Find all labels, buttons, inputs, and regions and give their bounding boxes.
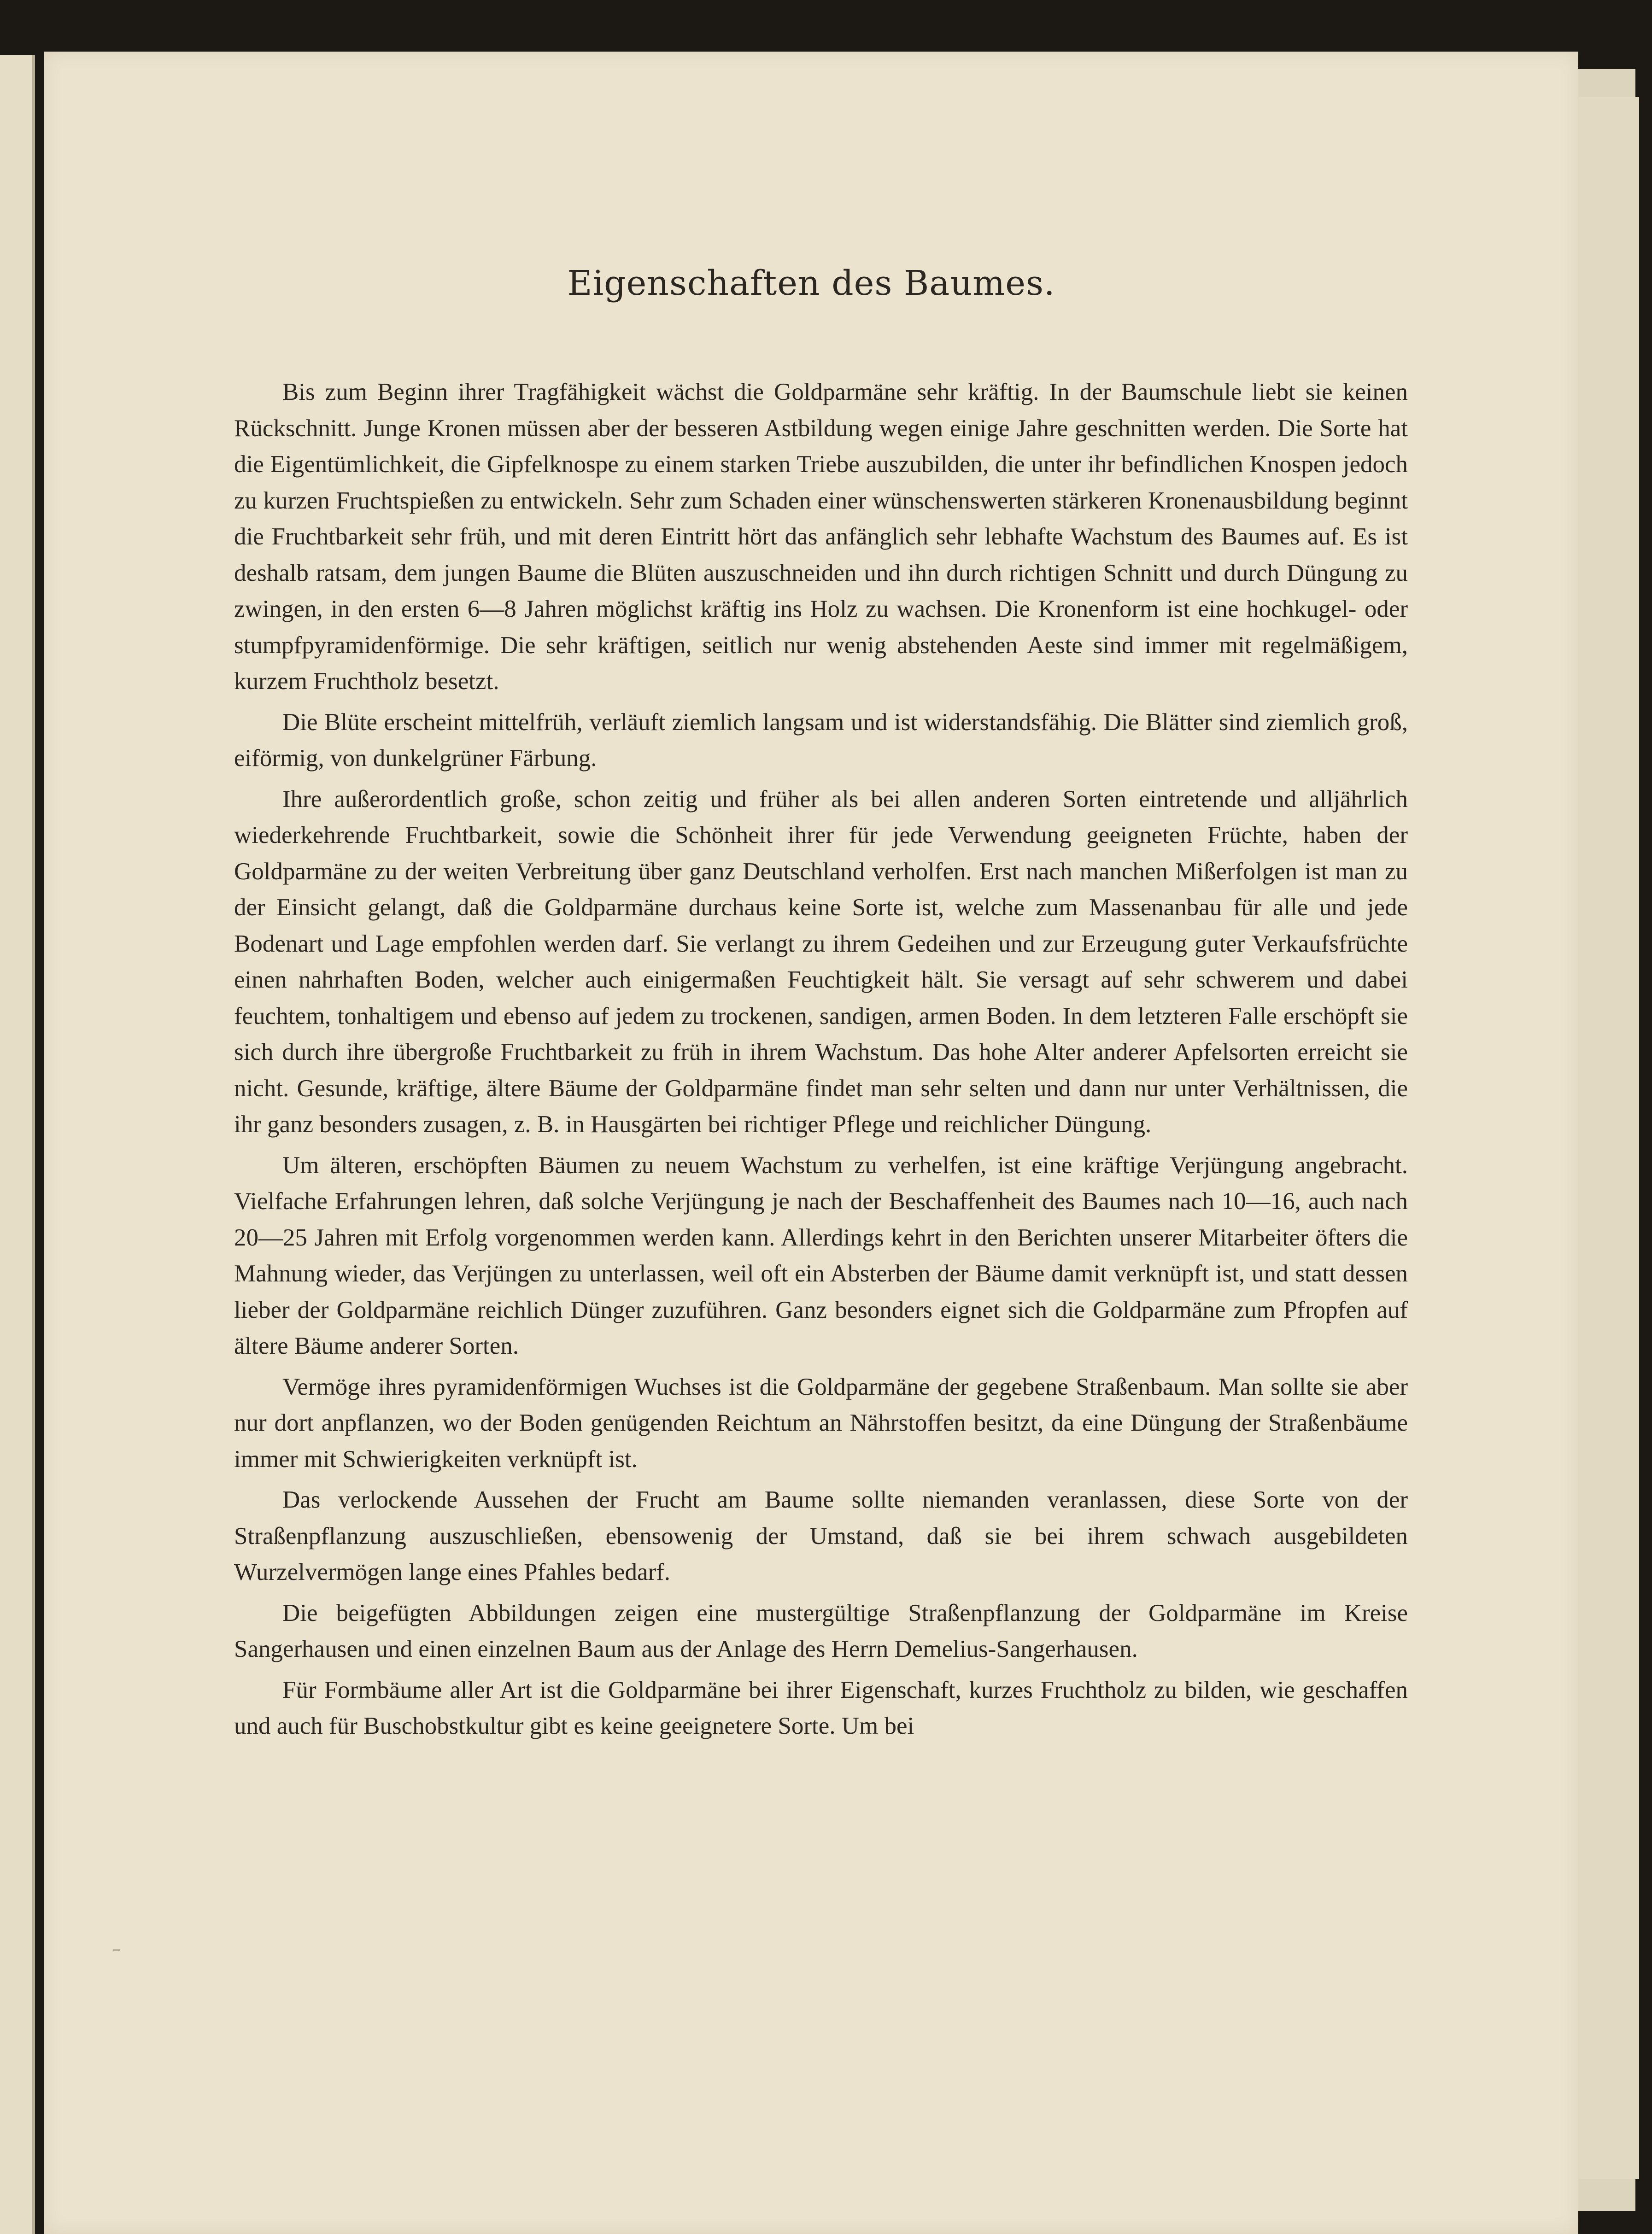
paragraph: Das verlockende Aussehen der Frucht am Baume sollte niemanden veranlassen, diese Sorte von der Straßenpflanzung auszuschließen, ebensowenig der Umstand, daß sie bei ihrem schwach ausgebildeten Wurzelvermögen lange eines Pfahles bedarf. bbox=[234, 1486, 1408, 1585]
margin-mark bbox=[113, 1949, 120, 1951]
page-title: Eigenschaften des Baumes. bbox=[567, 263, 1055, 303]
paragraph: Um älteren, erschöpften Bäumen zu neuem Wachstum zu verhelfen, ist eine kräftige Verjüngung angebracht. Vielfache Erfahrungen lehren, daß solche Verjüngung je nach der Beschaffenheit des Baumes nach 10—16, auch nach 20—25 Jahren mit Erfolg vorgenommen werden kann. Allerdings kehrt in den Berichten unserer Mitarbeiter öfters die Mahnung wieder, das Verjüngen zu unterlassen, weil oft ein Absterben der Bäume damit verknüpft ist, und statt dessen lieber der Goldparmäne reichlich Dünger zuzuführen. Ganz besonders eignet sich die Goldparmäne zum Pfropfen auf ältere Bäume anderer Sorten. bbox=[234, 1152, 1408, 1359]
paragraph: Die beigefügten Abbildungen zeigen eine mustergültige Straßenpflanzung der Goldparmäne im Kreise Sangerhausen und einen einzelnen Baum aus der Anlage des Herrn Demelius-Sangerhausen. bbox=[234, 1599, 1408, 1662]
paragraph: Vermöge ihres pyramidenförmigen Wuchses ist die Goldparmäne der gegebene Straßenbaum. Man sollte sie aber nur dort anpflanzen, wo der Boden genügenden Reichtum an Nährstoffen besitzt, da eine Düngung der Straßenbäume immer mit Schwierigkeiten verknüpft ist. bbox=[234, 1373, 1408, 1473]
paragraph: Für Formbäume aller Art ist die Goldparmäne bei ihrer Eigenschaft, kurzes Fruchtholz zu bilden, wie geschaffen und auch für Buschobstkultur gibt es keine geeignetere Sorte. Um bei bbox=[234, 1676, 1408, 1739]
paragraph: Die Blüte erscheint mittelfrüh, verläuft ziemlich langsam und ist widerstandsfähig. Die Blätter sind ziemlich groß, eiförmig, von dunkelgrüner Färbung. bbox=[234, 708, 1408, 772]
body-text bbox=[234, 374, 1408, 1749]
paragraph: Ihre außerordentlich große, schon zeitig und früher als bei allen anderen Sorten eintretende und alljährlich wiederkehrende Fruchtbarkeit, sowie die Schönheit ihrer für jede Verwendung geeigneten Früchte, haben der Goldparmäne zu der weiten Verbreitung über ganz Deutschland verholfen. Erst nach manchen Mißerfolgen ist man zu der Einsicht gelangt, daß die Goldparmäne durchaus keine Sorte ist, welche zum Massenanbau für alle und jede Bodenart und Lage empfohlen werden darf. Sie verlangt zu ihrem Gedeihen und zur Erzeugung guter Verkaufsfrüchte einen nahrhaften Boden, welcher auch einigermaßen Feuchtigkeit hält. Sie versagt auf sehr schwerem und dabei feuchtem, tonhaltigem und ebenso auf jedem zu trockenen, sandigen, armen Boden. In dem letzteren Falle erschöpft sie sich durch ihre übergroße Fruchtbarkeit zu früh in ihrem Wachstum. Das hohe Alter anderer Apfelsorten erreicht sie nicht. Gesunde, kräftige, ältere Bäume der Goldparmäne findet man sehr selten und dann nur unter Verhältnissen, die ihr ganz besonders zusagen, z. B. in Hausgärten bei richtiger Pflege und reichlicher Düngung. bbox=[234, 785, 1408, 1138]
paragraph: Bis zum Beginn ihrer Tragfähigkeit wächst die Goldparmäne sehr kräftig. In der Baumschule liebt sie keinen Rückschnitt. Junge Kronen müssen aber der besseren Astbildung wegen einige Jahre geschnitten werden. Die Sorte hat die Eigentümlichkeit, die Gipfelknospe zu einem starken Triebe auszubilden, die unter ihr befindlichen Knospen jedoch zu kurzen Fruchtspießen zu entwickeln. Sehr zum Schaden einer wünschenswerten stärkeren Kronenausbildung beginnt die Fruchtbarkeit sehr früh, und mit deren Eintritt hört das anfänglich sehr lebhafte Wachstum des Baumes auf. Es ist deshalb ratsam, dem jungen Baume die Blüten auszuschneiden und ihn durch richtigen Schnitt und durch Düngung zu zwingen, in den ersten 6—8 Jahren möglichst kräftig ins Holz zu wachsen. Die Kronenform ist eine hochkugel- oder stumpfpyramidenförmige. Die sehr kräftigen, seitlich nur wenig abstehenden Aeste sind immer mit regelmäßigem, kurzem Fruchtholz besetzt. bbox=[234, 379, 1408, 695]
underlying-page-edge-inner bbox=[1569, 97, 1639, 2179]
book-page bbox=[44, 52, 1578, 2234]
facing-page-edge bbox=[0, 55, 35, 2234]
